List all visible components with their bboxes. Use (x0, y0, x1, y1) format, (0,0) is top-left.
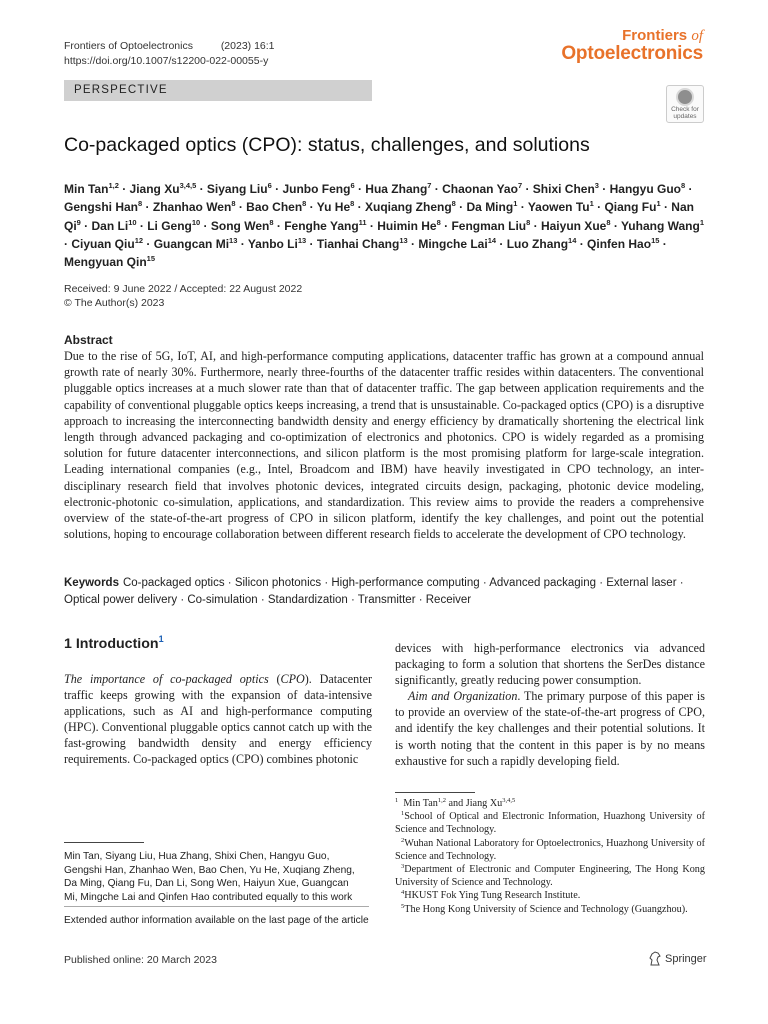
footnotes-affiliations (395, 797, 705, 916)
author-name[interactable]: Mingche Lai$^{14}$ (418, 235, 497, 251)
published-date: Published online: 20 March 2023 (64, 954, 217, 966)
springer-horse-icon (648, 951, 662, 966)
doi-link[interactable]: https://doi.org/10.1007/s12200-022-00055-y (64, 55, 269, 67)
check-updates-icon (676, 88, 694, 106)
author-name[interactable]: Mengyuan Qin$^{15}$ (64, 254, 156, 270)
abstract-text: Due to the rise of 5G, IoT, AI, and high-performance computing applications, datacenter traffic has grown at a compound annual growth rate of nearly 30%. Furthermore, nearly three-fourths of the datacenter traffic resides within datacenters. The conventional pluggable optics increases at a much slower rate than that of datacenter traffic. The gap between application requirements and the capability of conventional pluggable optics keeps increasing, a trend that is unsustainable. Co-packaged optics (CPO) is a disruptive approach to increasing the interconnecting bandwidth density and energy efficiency by dramatically shortening the electrical link length through advanced packaging and co-optimization of electronics and photonics. CPO is widely regarded as a promising solution for future datacenter interconnections, and silicon platform is the most promising platform for large-scale integration. Leading international companies (e.g., Intel, Broadcom and IBM) have heavily investigated in CPO technology, an inter-disciplinary research field that involves photonic devices, integrated circuits design, packaging, photonic device modeling, electronic-photonic co-simulation, applications, and standardization. This review aims to provide the readers a comprehensive overview of the state-of-the-art progress of CPO in silicon platform, identify the key challenges, and point out the potential solutions, hoping to encourage collaboration between different research fields to accelerate the development of CPO technology. (64, 349, 704, 542)
author-name[interactable]: Yanbo Li$^{13}$ (247, 235, 307, 251)
author-name[interactable]: Fenghe Yang$^{11}$ (284, 217, 367, 233)
author-name[interactable]: Haiyun Xue$^8$ (540, 217, 611, 233)
abstract-heading: Abstract (64, 333, 113, 347)
keywords-label: Keywords (64, 577, 119, 589)
author-name[interactable]: Da Ming$^1$ (466, 199, 518, 215)
author-name[interactable]: Min Tan$^{1,2}$ (64, 181, 119, 196)
author-name[interactable]: Nan Qi$^9$ (64, 200, 694, 233)
affiliation: $^3$Department of Electronic and Computer Engineering, The Hong Kong University of Science and Technology. (395, 863, 705, 889)
extended-author-info-note: Extended author information available on the last page of the article (64, 915, 369, 926)
keywords (64, 575, 709, 608)
author-name[interactable]: Luo Zhang$^{14}$ (506, 235, 577, 251)
author-name[interactable]: Shixi Chen$^3$ (532, 181, 599, 196)
equal-contribution-note: Min Tan, Siyang Liu, Hua Zhang, Shixi Chen, Hangyu Guo, Gengshi Han, Zhanhao Wen, Bao Chen, Yu He, Xuqiang Zheng, Da Ming, Qiang Fu, Dan Li, Song Wen, Haiyun Xue, Guangcan Mi, Mingche Lai and Qinfen Hao contributed equally to this work (64, 851, 355, 903)
intro-paragraph-1: devices with high-performance electronics via advanced packaging to form a solution that shortens the SerDes distance significantly, greatly reducing power consumption. (395, 641, 705, 688)
affiliation: $^2$Wuhan National Laboratory for Optoelectronics, Huazhong University of Science and Technology. (395, 836, 705, 862)
footnote-rule-left (64, 842, 144, 843)
author-name[interactable]: Yu He$^8$ (316, 199, 355, 215)
received-accepted: Received: 9 June 2022 / Accepted: 22 August 2022 (64, 283, 303, 295)
author-name[interactable]: Dan Li$^{10}$ (91, 217, 137, 233)
check-updates-label-1: Check for (671, 106, 699, 113)
publisher-logo: Springer (648, 951, 707, 966)
article-title: Co-packaged optics (CPO): status, challenges, and solutions (64, 134, 590, 156)
author-name[interactable]: Fengman Liu$^8$ (451, 217, 531, 233)
author-name[interactable]: Qinfen Hao$^{15}$ (587, 235, 660, 251)
footnote-rule-right (395, 792, 475, 793)
author-name[interactable]: Bao Chen$^8$ (246, 199, 307, 215)
author-name[interactable]: Jiang Xu$^{3,4,5}$ (129, 181, 197, 196)
author-name[interactable]: Yuhang Wang$^1$ (620, 217, 705, 233)
affiliation: $^4$HKUST Fok Ying Tung Research Institute. (401, 889, 581, 902)
author-name[interactable]: Guangcan Mi$^{13}$ (153, 235, 238, 251)
author-name[interactable]: Chaonan Yao$^7$ (442, 181, 523, 196)
article-dates (64, 282, 302, 310)
author-name[interactable]: Zhanhao Wen$^8$ (152, 199, 236, 215)
author-name[interactable]: Junbo Feng$^6$ (282, 181, 355, 196)
author-name[interactable]: Li Geng$^{10}$ (147, 217, 201, 233)
divider (64, 906, 369, 907)
author-name[interactable]: Xuqiang Zheng$^8$ (365, 199, 456, 215)
author-name[interactable]: Qiang Fu$^1$ (604, 199, 661, 215)
intro-left-column: The importance of co-packaged optics (CPO). Datacenter traffic keeps growing with the expansion of data-intensive applications, such as AI and high-performance computing (HPC). Conventional pluggable optics cannot catch up with the fast-growing bandwidth density and energy efficiency requirements. Co-packaged optics (CPO) combines photonic (64, 672, 372, 767)
author-name[interactable]: Huimin He$^8$ (377, 217, 441, 233)
author-name[interactable]: Ciyuan Qiu$^{12}$ (71, 235, 144, 251)
author-name[interactable]: Siyang Liu$^6$ (206, 181, 272, 196)
author-name[interactable]: Song Wen$^8$ (210, 217, 274, 233)
journal-name: Frontiers of Optoelectronics (64, 40, 193, 52)
intro-right-column (395, 640, 705, 769)
check-updates-label-2: updates (673, 113, 697, 120)
author-name[interactable]: Hua Zhang$^7$ (365, 181, 432, 196)
footnote-ref-1[interactable]: 1 (158, 634, 164, 644)
section-heading-introduction: 1 Introduction$^1$ (64, 634, 164, 652)
author-name[interactable]: Tianhai Chang$^{13}$ (316, 235, 408, 251)
copyright: © The Author(s) 2023 (64, 297, 165, 309)
journal-logo: Frontiers of Optoelectronics (561, 27, 703, 64)
journal-volume: (2023) 16:1 (220, 40, 275, 52)
corresponding-authors: $^1$ Min Tan$^{1,2}$ and Jiang Xu$^{3,4,5}$ (395, 797, 516, 809)
author-name[interactable]: Yaowen Tu$^1$ (527, 199, 594, 215)
affiliation: $^5$The Hong Kong University of Science and Technology (Guangzhou). (401, 902, 688, 915)
affiliation: $^1$School of Optical and Electronic Information, Huazhong University of Science and Technology. (395, 810, 705, 836)
keywords-text: Co-packaged optics · Silicon photonics · High-performance computing · Advanced packaging · External laser · Optical power delivery · Co-simulation · Standardization · Transmitter · Receiver (64, 577, 684, 606)
intro-paragraph-2: Aim and Organization. The primary purpose of this paper is to provide an overview of the state-of-the-art progress of CPO, and identify the key challenges and their potential solutions. It is worth noting that the content in this paper is by no means exhaustive for such a rapidly developing field. (395, 689, 705, 768)
journal-citation (64, 40, 275, 52)
author-list: Min Tan$^{1,2}$ · Jiang Xu$^{3,4,5}$ · Siyang Liu$^6$ · Junbo Feng$^6$ · Hua Zhang$^7$ · Chaonan Yao$^7$ · Shixi Chen$^3$ · Hangyu Guo$^8$ · Gengshi Han$^8$ · Zhanhao Wen$^8$ · Bao Chen$^8$ · Yu $He^8$ · Xuqiang Zheng$^8$ · Da Ming$^1$ · Yaowen $Tu^1$ · Qiang $Fu^1$ · Nan $Qi^9$ · Dan $Li^{10} \cdot Li$ Geng$^{10}$ · Song Wen$^8$ · Fenghe Yang$^{11}$ · Huimin $He^8$ · Fengman Liu$^8$ · Haiyun Xue$^8$ · Yuhang Wang$^1$ · Ciyuan Qiu$^{12}$ · Guangcan $Mi^{13}$ · Yanbo $Li^{13}$ · Tianhai Chang$^{13}$ · Mingche Lai$^{14}$ · Luo Zhang$^{14}$ · Qinfen Hao$^{15}$ · Mengyuan Qin$^{15}$ (64, 181, 705, 270)
author-name[interactable]: Hangyu Guo$^8$ (609, 181, 686, 196)
article-type-banner: PERSPECTIVE (64, 80, 372, 101)
check-for-updates-badge[interactable] (666, 85, 704, 123)
author-name[interactable]: Gengshi Han$^8$ (64, 199, 143, 215)
